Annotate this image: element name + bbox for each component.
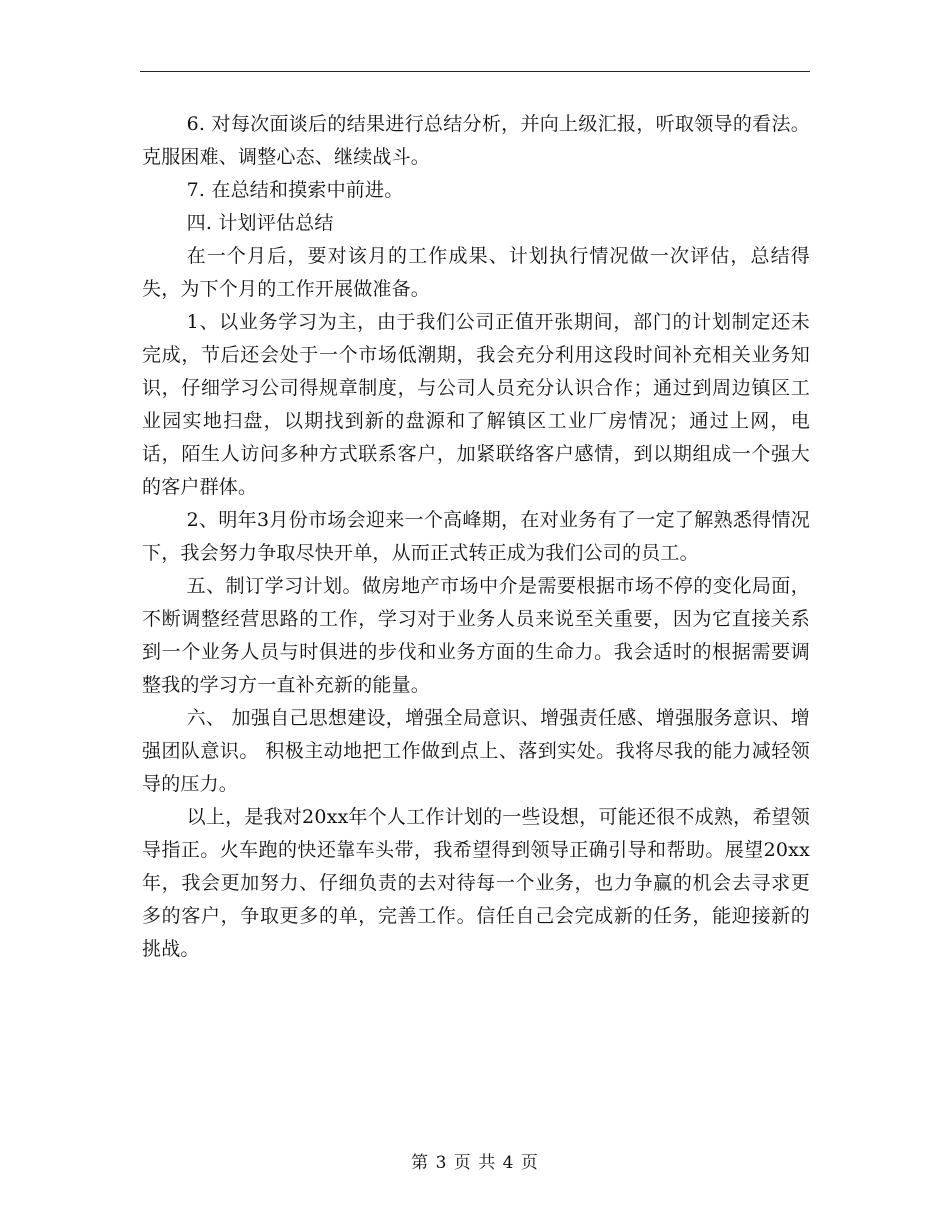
document-body bbox=[142, 108, 810, 966]
paragraph-evaluation: 在一个月后，要对该月的工作成果、计划执行情况做一次评估，总结得失，为下个月的工作开展做准备。 bbox=[142, 245, 810, 300]
paragraph-section-6: 六、 加强自己思想建设，增强全局意识、增强责任感、增强服务意识、增强团队意识。 积极主动地把工作做到点上、落到实处。我将尽我的能力减轻领导的压力。 bbox=[142, 707, 810, 795]
paragraph-conclusion: 以上，是我对20xx年个人工作计划的一些设想，可能还很不成熟，希望领导指正。火车跑的快还靠车头带，我希望得到领导正确引导和帮助。展望20xx年，我会更加努力、仔细负责的去对待每一个业务，也力争赢的机会去寻求更多的客户，争取更多的单，完善工作。信任自己会完成新的任务，能迎接新的挑战。 bbox=[142, 806, 810, 960]
paragraph-item-7: 7. 在总结和摸索中前进。 bbox=[186, 179, 404, 201]
paragraph-item-6: 6. 对每次面谈后的结果进行总结分析，并向上级汇报，听取领导的看法。克服困难、调整心态、继续战斗。 bbox=[142, 113, 810, 168]
page-footer: 第 3 页 共 4 页 bbox=[411, 1153, 539, 1173]
paragraph-point-1: 1、以业务学习为主，由于我们公司正值开张期间，部门的计划制定还未完成，节后还会处于一个市场低潮期，我会充分利用这段时间补充相关业务知识，仔细学习公司得规章制度，与公司人员充分认识合作；通过到周边镇区工业园实地扫盘，以期找到新的盘源和了解镇区工业厂房情况；通过上网，电话，陌生人访问多种方式联系客户，加紧联络客户感情，到以期组成一个强大的客户群体。 bbox=[142, 311, 810, 498]
header-rule bbox=[140, 71, 810, 72]
section-heading-4: 四. 计划评估总结 bbox=[186, 212, 334, 234]
paragraph-point-2: 2、明年3月份市场会迎来一个高峰期，在对业务有了一定了解熟悉得情况下，我会努力争取尽快开单，从而正式转正成为我们公司的员工。 bbox=[142, 509, 810, 564]
paragraph-section-5: 五、制订学习计划。做房地产市场中介是需要根据市场不停的变化局面，不断调整经营思路的工作，学习对于业务人员来说至关重要，因为它直接关系到一个业务人员与时俱进的步伐和业务方面的生命力。我会适时的根据需要调整我的学习方一直补充新的能量。 bbox=[142, 575, 810, 696]
